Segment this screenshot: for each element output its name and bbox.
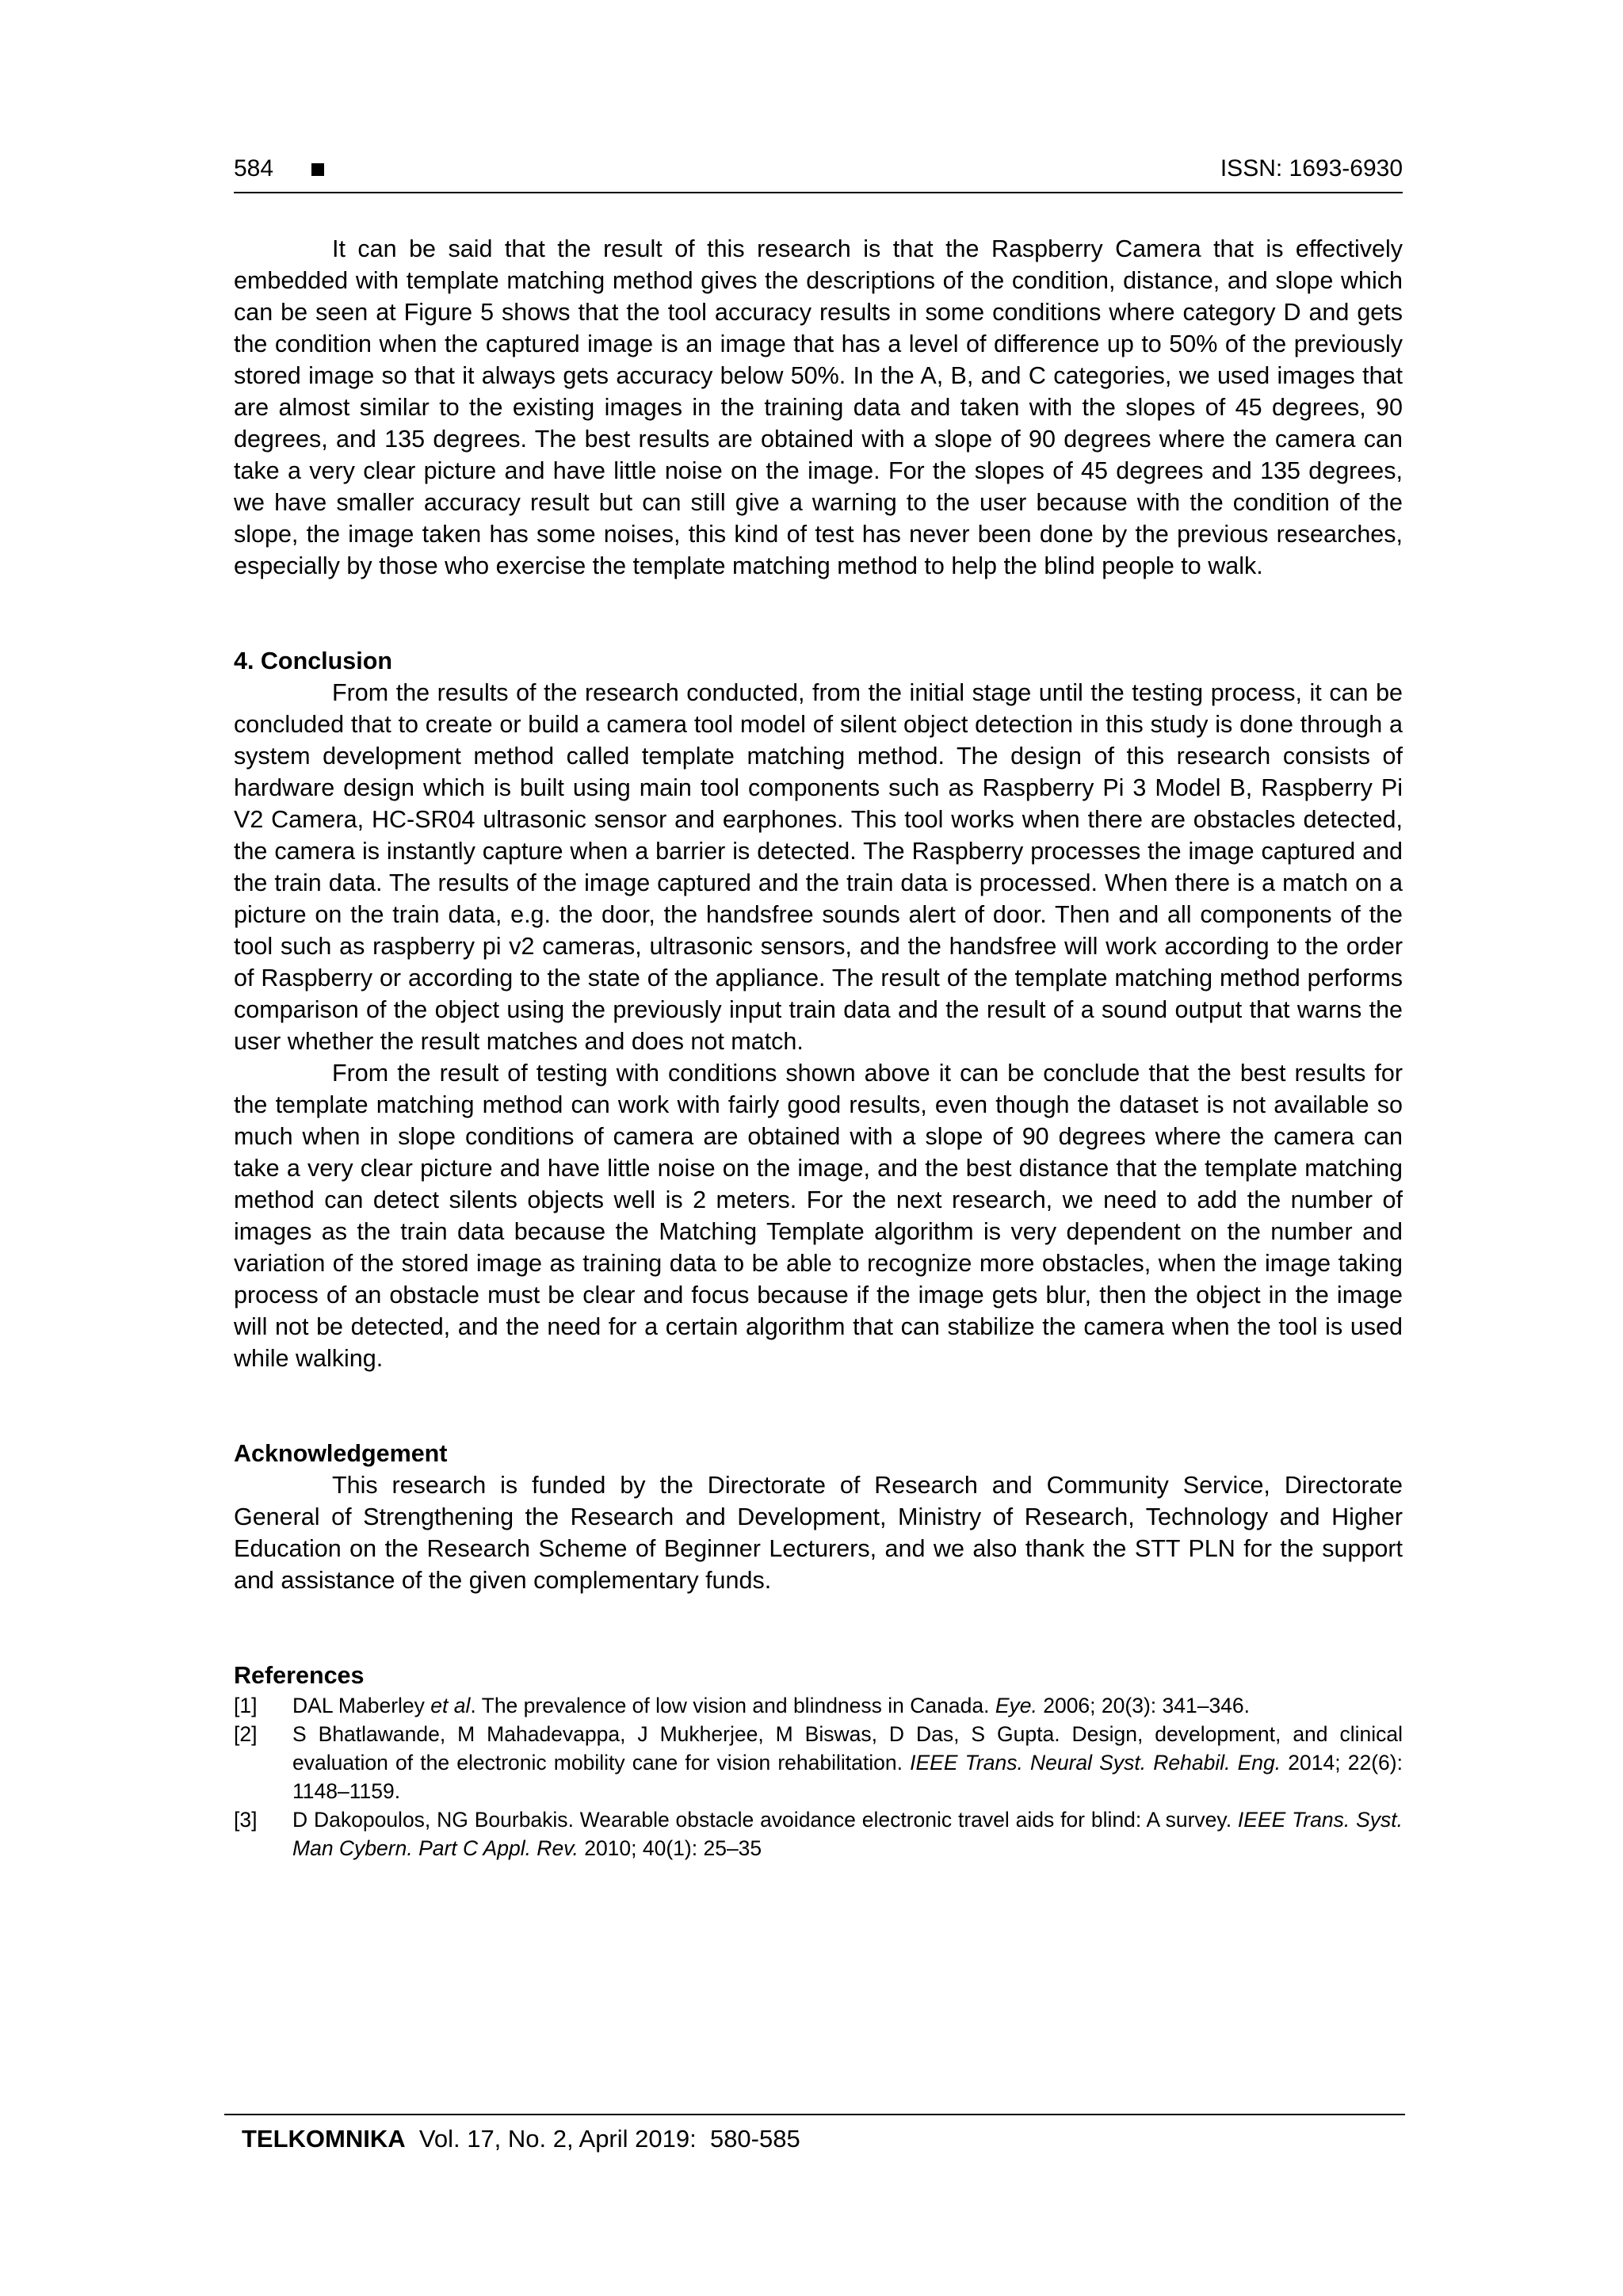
reference-item	[234, 1691, 1403, 1720]
acknowledgement-heading: Acknowledgement	[234, 1440, 448, 1467]
acknowledgement-paragraph: This research is funded by the Directorate of Research and Community Service, Directorate General of Strengthening the Research and Development, Ministry of Research, Technology and Higher Education on the Research Scheme of Beginner Lecturers, and we also thank the STT PLN for the support and assistance of the given complementary funds.	[234, 1472, 1403, 1594]
page-header	[234, 155, 1403, 193]
reference-item	[234, 1720, 1403, 1805]
references-section	[234, 1660, 1403, 1862]
reference-journal: IEEE Trans. Neural Syst. Rehabil. Eng.	[910, 1751, 1281, 1775]
reference-authors: DAL Maberley	[292, 1694, 431, 1717]
acknowledgement-section	[234, 1438, 1403, 1596]
issn-label: ISSN: 1693-6930	[1220, 155, 1403, 181]
reference-journal: Eye.	[995, 1694, 1037, 1717]
reference-number: [2]	[234, 1722, 258, 1746]
header-square-icon	[311, 163, 324, 176]
footer-journal-name: TELKOMNIKA	[242, 2125, 406, 2153]
reference-item	[234, 1805, 1403, 1862]
reference-details: 2006; 20(3): 341–346.	[1037, 1694, 1251, 1717]
conclusion-paragraph-2: From the result of testing with conditions shown above it can be conclude that the best results for the template matching method can work with fairly good results, even though the dataset is not available so much when in slope conditions of camera are obtained with a slope of 90 degrees where the camera can take a very clear picture and have little noise on the image, and the best distance that the template matching method can detect silents objects well is 2 meters. For the next research, we need to add the number of images as the train data because the Matching Template algorithm is very dependent on the number and variation of the stored image as training data to be able to recognize more obstacles, when the image taking process of an obstacle must be clear and focus because if the image gets blur, then the object in the image will not be detected, and the need for a certain algorithm that can stabilize the camera when the tool is used while walking.	[234, 1060, 1403, 1372]
conclusion-paragraph-1: From the results of the research conducted, from the initial stage until the testing process, it can be concluded that to create or build a camera tool model of silent object detection in this study is done through a system development method called template matching method. The design of this research consists of hardware design which is built using main tool components such as Raspberry Pi 3 Model B, Raspberry Pi V2 Camera, HC-SR04 ultrasonic sensor and earphones. This tool works when there are obstacles detected, the camera is instantly capture when a barrier is detected. The Raspberry processes the image captured and the train data. The results of the image captured and the train data is processed. When there is a match on a picture on the train data, e.g. the door, the handsfree sounds alert of door. Then and all components of the tool such as raspberry pi v2 cameras, ultrasonic sensors, and the handsfree will work according to the order of Raspberry or according to the state of the appliance. The result of the template matching method performs comparison of the object using the previously input train data and the result of a sound output that warns the user whether the result matches and does not match.	[234, 679, 1403, 1055]
conclusion-heading: 4. Conclusion	[234, 648, 392, 674]
main-content	[234, 233, 1403, 1862]
footer-text	[242, 2125, 800, 2153]
reference-details: 2010; 40(1): 25–35	[578, 1836, 762, 1860]
reference-title: . Design, development, and clinical evaluation of the electronic mobility cane for vision rehabilitation.	[292, 1722, 1403, 1775]
references-heading: References	[234, 1662, 365, 1689]
reference-journal: IEEE Trans. Syst. Man Cybern. Part C Appl. Rev.	[292, 1808, 1403, 1860]
reference-list	[234, 1691, 1403, 1862]
conclusion-section	[234, 645, 1403, 1374]
reference-etal: et al	[430, 1694, 471, 1717]
page-footer	[224, 2114, 1405, 2155]
reference-authors: D Dakopoulos, NG Bourbakis	[292, 1808, 568, 1832]
reference-number: [1]	[234, 1694, 258, 1717]
reference-details: 2014; 22(6): 1148–1159.	[292, 1751, 1403, 1803]
page-number: 584	[234, 155, 274, 181]
reference-authors: S Bhatlawande, M Mahadevappa, J Mukherjee, M Biswas, D Das, S Gupta	[292, 1722, 1055, 1746]
reference-title: . The prevalence of low vision and blindness in Canada.	[470, 1694, 995, 1717]
reference-number: [3]	[234, 1808, 258, 1832]
footer-citation: Vol. 17, No. 2, April 2019: 580-585	[405, 2125, 800, 2153]
body-paragraph: It can be said that the result of this research is that the Raspberry Camera that is effectively embedded with template matching method gives the descriptions of the condition, distance, and slope which can be seen at Figure 5 shows that the tool accuracy results in some conditions where category D and gets the condition when the captured image is an image that has a level of difference up to 50% of the previously stored image so that it always gets accuracy below 50%. In the A, B, and C categories, we used images that are almost similar to the existing images in the training data and taken with the slopes of 45 degrees, 90 degrees, and 135 degrees. The best results are obtained with a slope of 90 degrees where the camera can take a very clear picture and have little noise on the image. For the slopes of 45 degrees and 135 degrees, we have smaller accuracy result but can still give a warning to the user because with the condition of the slope, the image taken has some noises, this kind of test has never been done by the previous researches, especially by those who exercise the template matching method to help the blind people to walk.	[234, 235, 1403, 579]
reference-title: . Wearable obstacle avoidance electronic travel aids for blind: A survey.	[567, 1808, 1238, 1832]
